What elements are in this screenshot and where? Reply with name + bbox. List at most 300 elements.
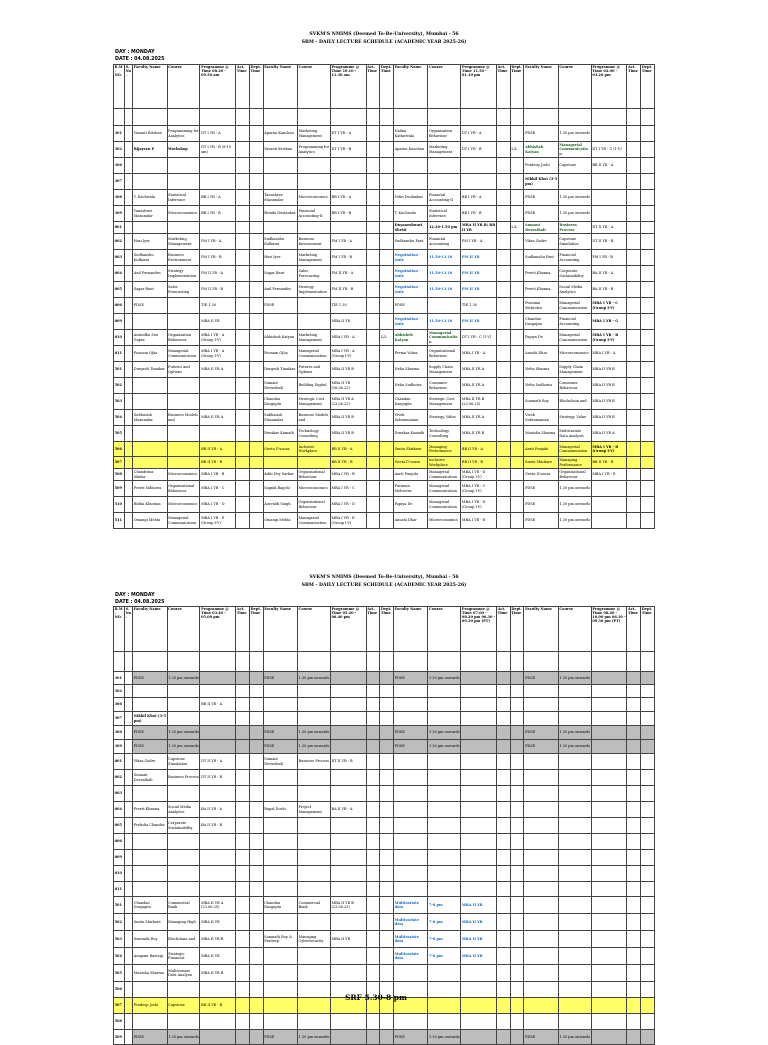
table-row [114, 1014, 655, 1030]
schedule-cell [524, 802, 558, 818]
schedule-cell [510, 882, 524, 897]
schedule-cell [366, 378, 380, 394]
schedule-cell [558, 652, 591, 672]
schedule-cell: MBA I YR - E [461, 513, 497, 529]
schedule-cell [249, 234, 263, 250]
schedule-cell: PDSE [524, 1030, 558, 1045]
schedule-cell [641, 513, 655, 529]
schedule-cell: Chandan Dasgupta [394, 394, 428, 410]
schedule-cell [394, 698, 428, 712]
schedule-cell [497, 442, 511, 457]
schedule-cell [558, 834, 591, 850]
schedule-cell: MBA I YR - D [330, 497, 366, 513]
schedule-cell [263, 818, 297, 834]
schedule-cell: PDSE [394, 740, 428, 754]
schedule-cell [167, 850, 200, 866]
schedule-cell: PDSE [524, 126, 558, 142]
column-header: Programme @ Time 03.40 - 05.00 pm [200, 607, 236, 652]
schedule-cell [591, 982, 627, 998]
schedule-cell [380, 469, 394, 481]
schedule-cell [641, 282, 655, 298]
schedule-cell [167, 882, 200, 897]
schedule-cell [497, 1014, 511, 1030]
schedule-cell [330, 174, 366, 190]
table-row [114, 897, 655, 914]
schedule-cell [497, 298, 511, 314]
schedule-cell: DT I YR - A [200, 126, 236, 142]
schedule-cell [497, 457, 511, 469]
schedule-cell: Negotiation - Quiz [394, 266, 428, 282]
room-number: 505 [114, 426, 125, 442]
schedule-cell [497, 685, 511, 698]
column-header: Faculty Name [394, 607, 428, 652]
schedule-cell [297, 698, 330, 712]
schedule-cell [627, 206, 641, 222]
schedule-cell [461, 770, 497, 786]
schedule-cell [249, 457, 263, 469]
schedule-cell [380, 497, 394, 513]
schedule-cell: MBA I YR - C [330, 481, 366, 497]
schedule-cell: Managing High [167, 914, 200, 931]
schedule-cell [641, 698, 655, 712]
schedule-cell [510, 652, 524, 672]
schedule-cell [510, 834, 524, 850]
schedule-cell [497, 931, 511, 948]
schedule-cell [510, 786, 524, 802]
schedule-cell: Financial Accounting [428, 234, 461, 250]
schedule-cell [558, 931, 591, 948]
schedule-cell [366, 394, 380, 410]
schedule-cell: PM I YR - A [200, 234, 236, 250]
schedule-cell [510, 818, 524, 834]
schedule-cell [510, 740, 524, 754]
schedule-cell: Neha Sharma [524, 362, 558, 378]
schedule-cell [461, 685, 497, 698]
schedule-cell: PDSE [394, 726, 428, 740]
schedule-cell: 1.30 pm onwards [297, 1030, 330, 1045]
schedule-cell: Nikhil Khot (3-5 pm) [133, 712, 167, 726]
schedule-cell: PDSE [524, 672, 558, 685]
schedule-cell [394, 850, 428, 866]
schedule-cell [627, 442, 641, 457]
schedule-cell: Brinda Deolankar [263, 206, 297, 222]
schedule-cell: Tanushree Mazumdar [263, 190, 297, 206]
room-number: 301 [114, 126, 125, 142]
schedule-cell [380, 1030, 394, 1045]
schedule-cell: L/L [510, 142, 524, 158]
page1-day: DAY : MONDAY [115, 50, 155, 55]
schedule-cell [461, 866, 497, 882]
schedule-cell: Marketing Management [428, 142, 461, 158]
schedule-cell: Managerial Communication [558, 298, 591, 314]
schedule-cell [263, 1014, 297, 1030]
room-number: 302 [114, 142, 125, 158]
schedule-cell [591, 712, 627, 726]
schedule-cell [249, 1014, 263, 1030]
table-row [114, 818, 655, 834]
schedule-cell [366, 481, 380, 497]
schedule-cell [380, 685, 394, 698]
schedule-cell [380, 314, 394, 330]
schedule-cell: BB I YR - A [330, 190, 366, 206]
schedule-cell [428, 174, 461, 190]
schedule-cell: PDSE [133, 1030, 167, 1045]
serial-number [124, 266, 132, 282]
schedule-cell [497, 965, 511, 982]
schedule-cell [236, 142, 250, 158]
table-row [114, 712, 655, 726]
schedule-cell [380, 442, 394, 457]
room-number: 502 [114, 378, 125, 394]
schedule-cell [510, 931, 524, 948]
schedule-cell [510, 442, 524, 457]
schedule-cell [297, 850, 330, 866]
schedule-cell: Neha Sudhotra [394, 378, 428, 394]
schedule-cell: MBA II YR [200, 314, 236, 330]
schedule-cell: Managing Cybersecurity [297, 931, 330, 948]
schedule-cell [394, 882, 428, 897]
schedule-cell [394, 770, 428, 786]
schedule-cell: Managerial Communication [167, 346, 200, 362]
table-row [114, 770, 655, 786]
schedule-cell: Abhishek Katyan [394, 330, 428, 346]
schedule-cell: PM I YR - B [591, 250, 627, 266]
room-number: 803 [114, 786, 125, 802]
schedule-cell [627, 222, 641, 234]
schedule-cell: MBA II YR B [591, 362, 627, 378]
schedule-cell [249, 786, 263, 802]
schedule-cell [330, 109, 366, 126]
table-row [114, 882, 655, 897]
schedule-cell [366, 109, 380, 126]
schedule-cell [133, 866, 167, 882]
schedule-cell [558, 897, 591, 914]
schedule-cell: Sudhanshu Kulkarni [133, 250, 167, 266]
schedule-cell: MBA I YR - D [200, 497, 236, 513]
schedule-cell [461, 109, 497, 126]
table-row [114, 282, 655, 298]
schedule-cell [297, 998, 330, 1014]
schedule-cell [591, 948, 627, 965]
schedule-cell [236, 497, 250, 513]
schedule-cell [524, 109, 558, 126]
schedule-cell [641, 740, 655, 754]
schedule-cell [394, 754, 428, 770]
schedule-cell: PM II YR [461, 250, 497, 266]
schedule-cell [524, 786, 558, 802]
schedule-cell [394, 158, 428, 174]
schedule-cell: MBA II YR A [461, 362, 497, 378]
schedule-cell [641, 457, 655, 469]
schedule-cell [497, 481, 511, 497]
table-row [114, 481, 655, 497]
schedule-cell [236, 481, 250, 497]
schedule-cell [366, 457, 380, 469]
schedule-cell [497, 914, 511, 931]
schedule-cell [200, 726, 236, 740]
schedule-cell [627, 982, 641, 998]
serial-number [124, 802, 132, 818]
column-header: Dept. Time [380, 607, 394, 652]
schedule-cell: BB II YR - B [200, 457, 236, 469]
schedule-cell: Omangi Mehta [263, 513, 297, 529]
schedule-cell [428, 712, 461, 726]
schedule-cell: Pradeep Joshi [524, 158, 558, 174]
schedule-cell [627, 410, 641, 426]
schedule-cell [524, 882, 558, 897]
column-header: R.M. NO. [114, 65, 125, 109]
column-header: Faculty Name [263, 607, 297, 652]
schedule-cell [236, 362, 250, 378]
schedule-cell [330, 786, 366, 802]
serial-number [124, 282, 132, 298]
schedule-cell [297, 1014, 330, 1030]
schedule-cell [167, 109, 200, 126]
schedule-cell: 1.30 pm onwards [558, 206, 591, 222]
schedule-cell [428, 770, 461, 786]
schedule-cell [263, 982, 297, 998]
schedule-cell [366, 931, 380, 948]
column-header: Faculty Name [394, 65, 428, 109]
schedule-cell [249, 770, 263, 786]
schedule-cell [380, 109, 394, 126]
schedule-cell: Project Management [297, 802, 330, 818]
schedule-cell [167, 786, 200, 802]
schedule-cell [510, 426, 524, 442]
room-number: 507 [114, 998, 125, 1014]
schedule-cell [641, 362, 655, 378]
schedule-cell [236, 866, 250, 882]
schedule-cell: PDSE [524, 206, 558, 222]
schedule-cell: Neha Sharma [394, 362, 428, 378]
schedule-cell [167, 378, 200, 394]
schedule-cell [200, 882, 236, 897]
table-row [114, 931, 655, 948]
column-header: Act. Time [366, 65, 380, 109]
schedule-cell [627, 897, 641, 914]
schedule-cell [167, 1014, 200, 1030]
schedule-cell [641, 685, 655, 698]
column-header: Act. Time [366, 607, 380, 652]
schedule-cell [641, 126, 655, 142]
schedule-cell [497, 882, 511, 897]
schedule-cell [200, 1030, 236, 1045]
schedule-cell [167, 712, 200, 726]
schedule-cell [380, 158, 394, 174]
schedule-cell [297, 298, 330, 314]
schedule-cell [200, 672, 236, 685]
schedule-cell [366, 834, 380, 850]
room-number: 508 [114, 1014, 125, 1030]
schedule-cell [510, 298, 524, 314]
schedule-cell [263, 158, 297, 174]
schedule-cell [263, 998, 297, 1014]
schedule-cell [330, 698, 366, 712]
schedule-cell: Organisational Behaviour [297, 469, 330, 481]
schedule-cell [366, 346, 380, 362]
schedule-cell [497, 982, 511, 998]
table-row [114, 652, 655, 672]
room-number: 801 [114, 754, 125, 770]
schedule-cell: Multivariate data [394, 897, 428, 914]
schedule-cell: Sumant Devasthali [263, 378, 297, 394]
schedule-cell [249, 754, 263, 770]
schedule-cell [591, 126, 627, 142]
schedule-cell: MBA I YR - E [591, 469, 627, 481]
schedule-cell [627, 1014, 641, 1030]
schedule-cell: Multivariate data [394, 914, 428, 931]
room-number: 803 [114, 250, 125, 266]
schedule-cell [236, 1014, 250, 1030]
schedule-cell [133, 834, 167, 850]
column-header: Dept. Time [249, 65, 263, 109]
schedule-cell [510, 982, 524, 998]
schedule-cell [497, 698, 511, 712]
schedule-cell [236, 206, 250, 222]
schedule-cell [380, 866, 394, 882]
schedule-cell: Financial Accounting [558, 314, 591, 330]
schedule-cell [510, 802, 524, 818]
schedule-cell [497, 726, 511, 740]
schedule-cell [641, 266, 655, 282]
schedule-cell [497, 754, 511, 770]
schedule-cell [591, 109, 627, 126]
schedule-cell [641, 298, 655, 314]
schedule-cell [510, 1014, 524, 1030]
schedule-cell [627, 685, 641, 698]
schedule-cell [641, 394, 655, 410]
schedule-cell [497, 818, 511, 834]
schedule-cell [497, 282, 511, 298]
serial-number [124, 250, 132, 266]
schedule-cell: 1.30 pm onwards [428, 726, 461, 740]
serial-number [124, 158, 132, 174]
schedule-cell [641, 965, 655, 982]
schedule-cell [249, 282, 263, 298]
schedule-cell [497, 1030, 511, 1045]
schedule-cell [380, 126, 394, 142]
schedule-cell [497, 266, 511, 282]
schedule-cell [236, 998, 250, 1014]
schedule-cell [428, 802, 461, 818]
schedule-cell [330, 740, 366, 754]
schedule-cell: PDSE [263, 672, 297, 685]
schedule-cell [497, 109, 511, 126]
schedule-cell [558, 850, 591, 866]
serial-number [124, 948, 132, 965]
schedule-cell: MBA II YR [461, 931, 497, 948]
schedule-cell: Managing Performance [558, 457, 591, 469]
schedule-cell [366, 786, 380, 802]
schedule-cell: 1.30 pm onwards [558, 190, 591, 206]
schedule-cell: Managerial Communication [428, 497, 461, 513]
page2-day: DAY : MONDAY [115, 593, 155, 598]
column-header: Act. Time [497, 65, 511, 109]
column-header: S. No. [124, 65, 132, 109]
schedule-cell [627, 362, 641, 378]
schedule-cell: Microeconomics [297, 481, 330, 497]
schedule-cell [366, 426, 380, 442]
schedule-cell: MBA I YR - A [591, 346, 627, 362]
schedule-cell [641, 206, 655, 222]
room-number: 811 [114, 882, 125, 897]
schedule-cell [510, 314, 524, 330]
schedule-cell [200, 1014, 236, 1030]
schedule-cell: 7-8 pm [428, 897, 461, 914]
serial-number [124, 481, 132, 497]
room-number: 809 [114, 850, 125, 866]
schedule-cell [167, 314, 200, 330]
schedule-cell [428, 850, 461, 866]
column-header: Course [167, 607, 200, 652]
room-number: 801 [114, 222, 125, 234]
schedule-cell [366, 222, 380, 234]
schedule-cell [641, 109, 655, 126]
schedule-cell [249, 726, 263, 740]
schedule-cell: Microeconomics [167, 497, 200, 513]
schedule-cell: Commercial Bank [167, 897, 200, 914]
schedule-cell: BB I YR - A [461, 190, 497, 206]
schedule-cell [428, 834, 461, 850]
schedule-cell: Anushi Dhar [394, 513, 428, 529]
room-number: 804 [114, 266, 125, 282]
schedule-cell [510, 378, 524, 394]
schedule-cell [627, 802, 641, 818]
schedule-cell [380, 834, 394, 850]
schedule-cell [627, 672, 641, 685]
schedule-cell [591, 740, 627, 754]
schedule-cell [558, 770, 591, 786]
schedule-cell [461, 998, 497, 1014]
schedule-cell [461, 982, 497, 998]
schedule-cell: PM II YR [461, 314, 497, 330]
schedule-cell [380, 266, 394, 282]
schedule-cell [558, 1014, 591, 1030]
schedule-cell [394, 109, 428, 126]
schedule-cell: Somnath Roy [133, 931, 167, 948]
schedule-cell [394, 174, 428, 190]
schedule-cell: BA II YR - B [200, 818, 236, 834]
schedule-cell: MBA II YR [330, 314, 366, 330]
schedule-cell [249, 497, 263, 513]
schedule-cell: T. Kachwala [133, 190, 167, 206]
schedule-cell [524, 652, 558, 672]
schedule-cell [558, 866, 591, 882]
schedule-cell [641, 882, 655, 897]
schedule-cell [380, 142, 394, 158]
schedule-cell: Social Media Analytics [167, 802, 200, 818]
schedule-cell [497, 802, 511, 818]
schedule-cell: Neha Sudhotra [524, 378, 558, 394]
schedule-cell [497, 834, 511, 850]
schedule-cell [524, 866, 558, 882]
schedule-cell [497, 174, 511, 190]
schedule-cell [510, 174, 524, 190]
schedule-cell: Consumer Behaviour [558, 378, 591, 394]
schedule-cell [200, 740, 236, 754]
schedule-cell: MBA I YR - B [200, 469, 236, 481]
schedule-cell [133, 442, 167, 457]
schedule-cell [236, 882, 250, 897]
schedule-cell: MBA II YR (16.06.25) [330, 378, 366, 394]
schedule-cell: PM II YR - A [200, 266, 236, 282]
table-row [114, 314, 655, 330]
schedule-cell [380, 234, 394, 250]
schedule-cell [627, 834, 641, 850]
schedule-cell [641, 786, 655, 802]
schedule-cell [428, 158, 461, 174]
schedule-cell [380, 965, 394, 982]
